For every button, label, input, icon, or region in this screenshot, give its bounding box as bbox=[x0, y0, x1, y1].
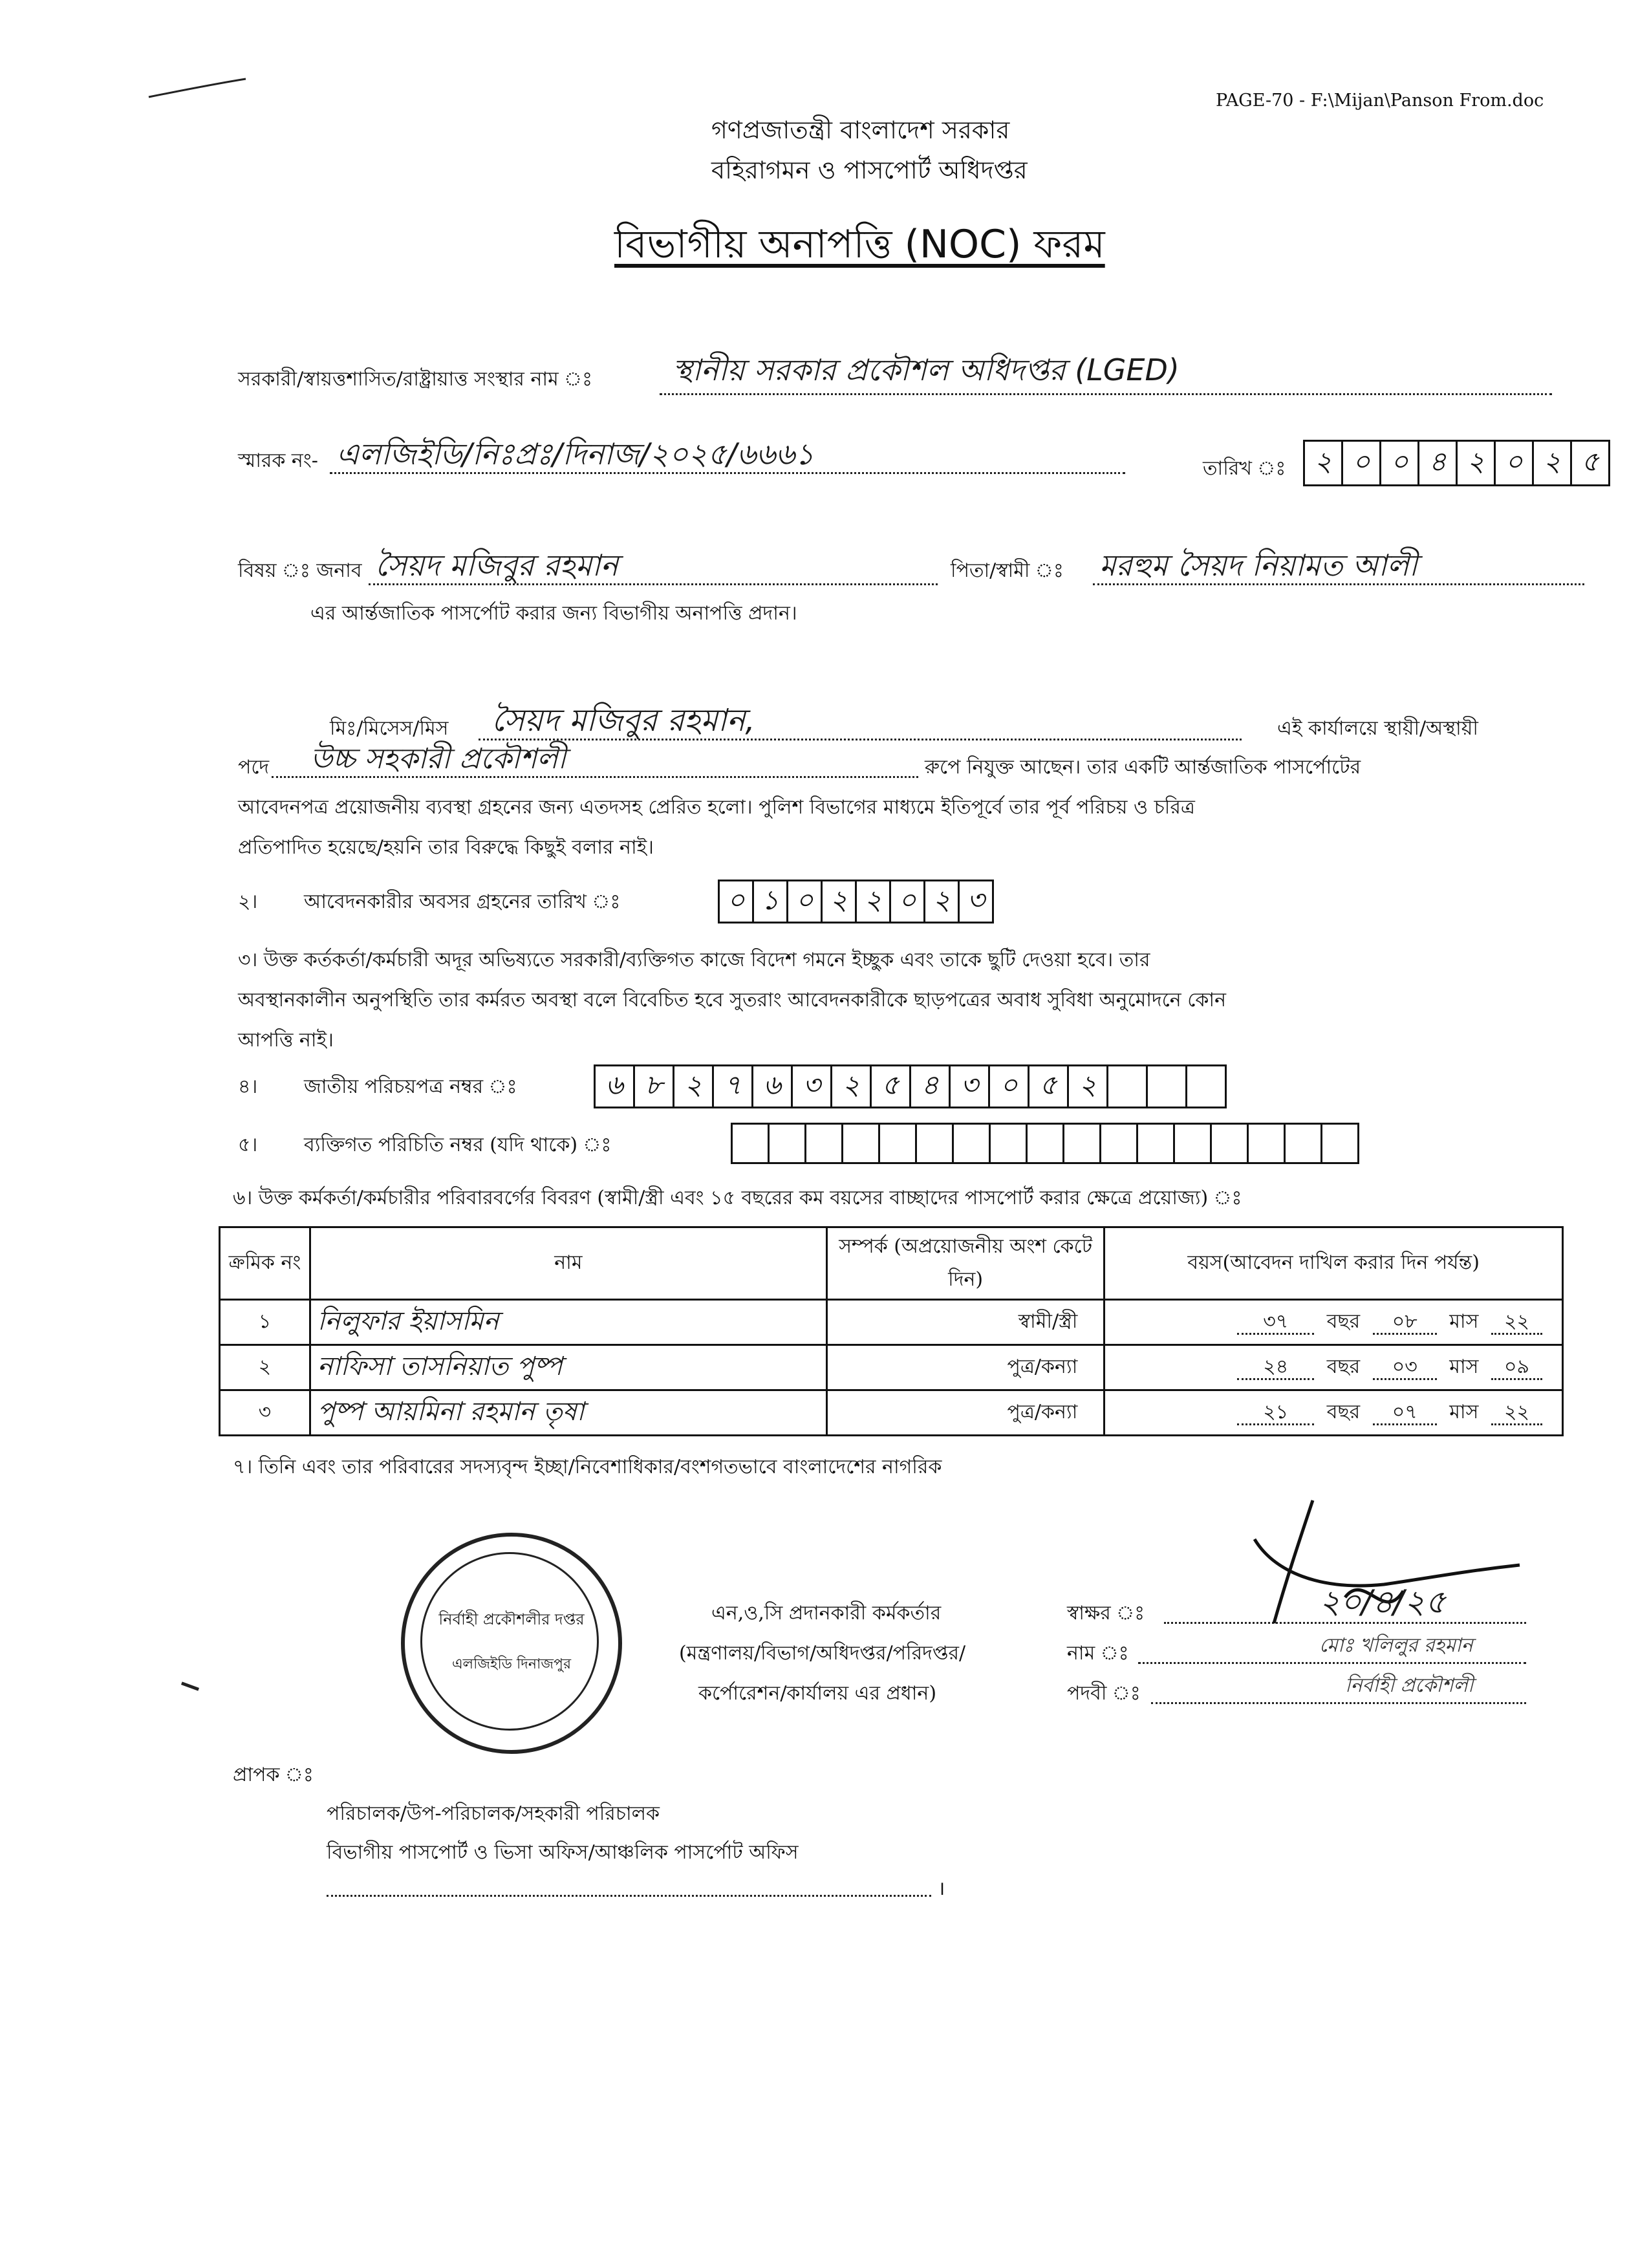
serial-header: ক্রমিক নং bbox=[220, 1227, 310, 1300]
family-table bbox=[219, 1226, 1564, 1436]
retirement-digit-box: ০ bbox=[788, 881, 823, 922]
row-serial: ৩ bbox=[220, 1390, 310, 1436]
age-years: ২১ bbox=[1237, 1401, 1314, 1425]
date-digit-box: ২ bbox=[1305, 442, 1343, 484]
date-digit-box: ০ bbox=[1496, 442, 1534, 484]
month-label: মাস bbox=[1449, 1310, 1479, 1333]
office-text: এই কার্যালয়ে স্থায়ী/অস্থায়ী bbox=[1277, 717, 1478, 740]
personal-id-digit-box bbox=[1101, 1125, 1138, 1162]
personal-id-digit-box bbox=[1175, 1125, 1212, 1162]
item5-number: ৫। bbox=[238, 1134, 258, 1156]
office-seal bbox=[401, 1533, 622, 1754]
item5-label: ব্যক্তিগত পরিচিতি নম্বর (যদি থাকে) ঃ bbox=[304, 1134, 612, 1156]
month-label: মাস bbox=[1449, 1355, 1479, 1378]
personal-id-digit-box bbox=[733, 1125, 770, 1162]
file-reference: PAGE-70 - F:\Mijan\Panson From.doc bbox=[1216, 91, 1544, 111]
office-seal-inner-ring bbox=[420, 1552, 599, 1731]
row-age bbox=[1105, 1390, 1563, 1436]
table-row bbox=[220, 1390, 1563, 1436]
personal-id-digit-box bbox=[843, 1125, 880, 1162]
mr-value: সৈয়দ মজিবুর রহমান, bbox=[491, 702, 755, 739]
nid-digit-box: ৮ bbox=[635, 1066, 674, 1107]
post-value: উচ্চ সহকারী প্রকৌশলী bbox=[310, 742, 566, 775]
mr-label: মিঃ/মিসেস/মিস bbox=[330, 717, 449, 740]
recipient-line2: বিভাগীয় পাসপোর্ট ও ভিসা অফিস/আঞ্চলিক পাসর্পোট অফিস bbox=[327, 1841, 799, 1864]
row-name: পুষ্প আয়মিনা রহমান তৃষা bbox=[310, 1390, 826, 1436]
date-digit-box: ২ bbox=[1458, 442, 1496, 484]
nid-digit-box: ৩ bbox=[793, 1066, 832, 1107]
nid-digit-box: ৫ bbox=[1029, 1066, 1069, 1107]
row-age bbox=[1105, 1300, 1563, 1345]
nid-digit-box bbox=[1148, 1066, 1187, 1107]
row-name: নাফিসা তাসনিয়াত পুষ্প bbox=[310, 1345, 826, 1390]
age-days: ২২ bbox=[1491, 1310, 1542, 1335]
father-label: পিতা/স্বামী ঃ bbox=[951, 559, 1064, 582]
personal-id-digit-box bbox=[1286, 1125, 1322, 1162]
item2-number: ২। bbox=[238, 891, 258, 913]
item3-line1: ৩। উক্ত কর্তকর্তা/কর্মচারী অদূর অভিষ্যতে সরকারী/ব্যক্তিগত কাজে বিদেশ গমনে ইচ্ছুক এবং তাকে ছুটি দেওয়া হবে। তার bbox=[238, 949, 1150, 971]
signature-date: ২০/৪/২৫ bbox=[1319, 1583, 1447, 1621]
org-label: সরকারী/স্বায়ত্তশাসিত/রাষ্ট্রায়াত্ত সংস্থার নাম ঃ bbox=[238, 368, 593, 391]
scan-mark bbox=[142, 71, 252, 103]
retirement-digit-box: ০ bbox=[720, 881, 754, 922]
date-digit-box: ২ bbox=[1534, 442, 1572, 484]
item3-line3: আপত্তি নাই। bbox=[238, 1029, 334, 1052]
row-relation: পুত্র/কন্যা bbox=[826, 1345, 1104, 1390]
signature-label: স্বাক্ষর ঃ bbox=[1067, 1602, 1145, 1625]
item2-label: আবেদনকারীর অবসর গ্রহনের তারিখ ঃ bbox=[304, 891, 621, 913]
recipient-line3-end: । bbox=[938, 1877, 945, 1900]
age-months: ০৩ bbox=[1373, 1355, 1437, 1380]
item6-text: ৬। উক্ত কর্মকর্তা/কর্মচারীর পরিবারবর্গের বিবরণ (স্বামী/স্ত্রী এবং ১৫ বছরের কম বয়সের বাচ্ছাদের পাসপোর্ট করার ক্ষেত্রে প্রয়োজ্য) ঃ bbox=[233, 1187, 1242, 1209]
body-line3: আবেদনপত্র প্রয়োজনীয় ব্যবস্থা গ্রহনের জন্য এতদসহ প্রেরিত হলো। পুলিশ বিভাগের মাধ্যমে ইতিপূর্বে তার পূর্ব পরিচয় ও চরিত্র bbox=[238, 796, 1195, 819]
retirement-digit-box: ০ bbox=[891, 881, 925, 922]
nid-digit-box bbox=[1187, 1066, 1225, 1107]
signer-name: মোঃ খলিলুর রহমান bbox=[1319, 1634, 1473, 1657]
father-name: মরহুম সৈয়দ নিয়ামত আলী bbox=[1099, 548, 1418, 583]
recipient-label: প্রাপক ঃ bbox=[233, 1764, 314, 1786]
item4-label: জাতীয় পরিচয়পত্র নম্বর ঃ bbox=[304, 1075, 517, 1098]
nid-digit-box: ২ bbox=[832, 1066, 872, 1107]
subject-name: সৈয়দ মজিবুর রহমান bbox=[375, 548, 619, 583]
personal-id-digit-box bbox=[954, 1125, 991, 1162]
nid-digit-box: ২ bbox=[674, 1066, 714, 1107]
gov-title: গণপ্রজাতন্ত্রী বাংলাদেশ সরকার bbox=[711, 116, 1010, 144]
table-row bbox=[220, 1300, 1563, 1345]
year-label: বছর bbox=[1326, 1310, 1361, 1333]
age-years: ২৪ bbox=[1237, 1355, 1314, 1380]
scan-mark-dash bbox=[181, 1681, 199, 1690]
retirement-digit-box: ১ bbox=[754, 881, 788, 922]
signer-designation: নির্বাহী প্রকৌশলী bbox=[1345, 1674, 1474, 1697]
designation-label: পদবী ঃ bbox=[1067, 1682, 1141, 1705]
date-digit-box: ০ bbox=[1381, 442, 1419, 484]
memo-label: স্মারক নং- bbox=[238, 449, 318, 472]
memo-date-boxes bbox=[1303, 440, 1610, 486]
seal-text: নির্বাহী প্রকৌশলীর দপ্তর bbox=[438, 1610, 585, 1628]
name-header: নাম bbox=[310, 1227, 826, 1300]
retirement-date-boxes bbox=[718, 880, 994, 923]
row-relation: স্বামী/স্ত্রী bbox=[826, 1300, 1104, 1345]
month-label: মাস bbox=[1449, 1401, 1479, 1423]
personal-id-digit-box bbox=[1064, 1125, 1101, 1162]
age-months: ০৭ bbox=[1373, 1401, 1437, 1425]
personal-id-digit-box bbox=[1322, 1125, 1357, 1162]
date-digit-box: ৪ bbox=[1419, 442, 1458, 484]
row-serial: ১ bbox=[220, 1300, 310, 1345]
row-name: নিলুফার ইয়াসমিন bbox=[310, 1300, 826, 1345]
nid-digit-box: ৪ bbox=[911, 1066, 951, 1107]
row-age bbox=[1105, 1345, 1563, 1390]
personal-id-digit-box bbox=[806, 1125, 843, 1162]
personal-id-digit-box bbox=[1138, 1125, 1175, 1162]
age-header: বয়স(আবেদন দাখিল করার দিন পর্যন্ত) bbox=[1105, 1227, 1563, 1300]
recipient-blank-line bbox=[327, 1895, 931, 1897]
personal-id-digit-box bbox=[770, 1125, 806, 1162]
post-rest: রুপে নিযুক্ত আছেন। তার একটি আর্ন্তজাতিক পাসর্পোটের bbox=[925, 756, 1361, 779]
row-serial: ২ bbox=[220, 1345, 310, 1390]
signatory-title3: কর্পোরেশন/কার্যালয় এর প্রধান) bbox=[698, 1682, 937, 1705]
nid-digit-box: ৬ bbox=[596, 1066, 635, 1107]
age-days: ২২ bbox=[1491, 1401, 1542, 1425]
signatory-title2: (মন্ত্রণালয়/বিভাগ/অধিদপ্তর/পরিদপ্তর/ bbox=[679, 1642, 966, 1665]
memo-value: এলজিইডি/নিঃপ্রঃ/দিনাজ/২০২৫/৬৬৬১ bbox=[336, 437, 814, 471]
age-days: ০৯ bbox=[1491, 1355, 1542, 1380]
retirement-digit-box: ২ bbox=[823, 881, 857, 922]
nid-digit-box: ৫ bbox=[872, 1066, 911, 1107]
nid-digit-box: ৬ bbox=[753, 1066, 793, 1107]
org-value: স্থানীয় সরকার প্রকৌশল অধিদপ্তর (LGED) bbox=[673, 352, 1180, 387]
seal-inner-text: এলজিইডি দিনাজপুর bbox=[451, 1656, 572, 1672]
personal-id-digit-box bbox=[1028, 1125, 1064, 1162]
retirement-digit-box: ২ bbox=[857, 881, 891, 922]
nid-digit-box: ০ bbox=[990, 1066, 1029, 1107]
age-months: ০৮ bbox=[1373, 1310, 1437, 1335]
year-label: বছর bbox=[1326, 1355, 1361, 1378]
item7-text: ৭। তিনি এবং তার পরিবারের সদস্যবৃন্দ ইচ্ছা/নিবেশাধিকার/বংশগতভাবে বাংলাদেশের নাগরিক bbox=[233, 1456, 942, 1478]
subject-line2: এর আর্ন্তজাতিক পাসর্পোট করার জন্য বিভাগীয় অনাপত্তি প্রদান। bbox=[310, 602, 797, 625]
post-label: পদে bbox=[238, 756, 270, 779]
subject-label: বিষয় ঃ জনাব bbox=[238, 559, 362, 582]
date-digit-box: ৫ bbox=[1581, 445, 1599, 477]
nid-boxes bbox=[594, 1064, 1227, 1108]
date-digit-box: ০ bbox=[1343, 442, 1381, 484]
name-label: নাম ঃ bbox=[1067, 1642, 1129, 1665]
body-line4: প্রতিপাদিত হয়েছে/হয়নি তার বিরুদ্ধে কিছুই বলার নাই। bbox=[238, 836, 654, 859]
signatory-title1: এন,ও,সি প্রদানকারী কর্মকর্তার bbox=[711, 1602, 942, 1625]
item3-line2: অবস্থানকালীন অনুপস্থিতি তার কর্মরত অবস্থা বলে বিবেচিত হবে সুতরাং আবেদনকারীকে ছাড়পত্রের অবাধ সুবিধা অনুমোদনে কোন bbox=[238, 989, 1227, 1011]
personal-id-digit-box bbox=[880, 1125, 917, 1162]
personal-id-digit-box bbox=[1249, 1125, 1286, 1162]
date-label: তারিখ ঃ bbox=[1203, 457, 1286, 480]
nid-digit-box: ৭ bbox=[714, 1066, 753, 1107]
table-row bbox=[220, 1345, 1563, 1390]
retirement-digit-box: ৩ bbox=[967, 883, 985, 916]
personal-id-digit-box bbox=[1212, 1125, 1249, 1162]
personal-id-boxes bbox=[731, 1123, 1359, 1164]
row-relation: পুত্র/কন্যা bbox=[826, 1390, 1104, 1436]
nid-digit-box: ২ bbox=[1069, 1066, 1108, 1107]
dept-title: বহিরাগমন ও পাসপোর্ট অধিদপ্তর bbox=[711, 156, 1028, 184]
personal-id-digit-box bbox=[991, 1125, 1028, 1162]
nid-digit-box bbox=[1108, 1066, 1148, 1107]
age-years: ৩৭ bbox=[1237, 1310, 1314, 1335]
nid-digit-box: ৩ bbox=[951, 1066, 990, 1107]
personal-id-digit-box bbox=[917, 1125, 954, 1162]
relation-header: সম্পর্ক (অপ্রয়োজনীয় অংশ কেটে দিন) bbox=[826, 1227, 1104, 1300]
year-label: বছর bbox=[1326, 1401, 1361, 1423]
form-title: বিভাগীয় অনাপত্তি (NOC) ফরম bbox=[614, 222, 1105, 267]
recipient-line1: পরিচালক/উপ-পরিচালক/সহকারী পরিচালক bbox=[327, 1802, 660, 1825]
retirement-digit-box: ২ bbox=[925, 881, 960, 922]
item4-number: ৪। bbox=[238, 1075, 258, 1098]
